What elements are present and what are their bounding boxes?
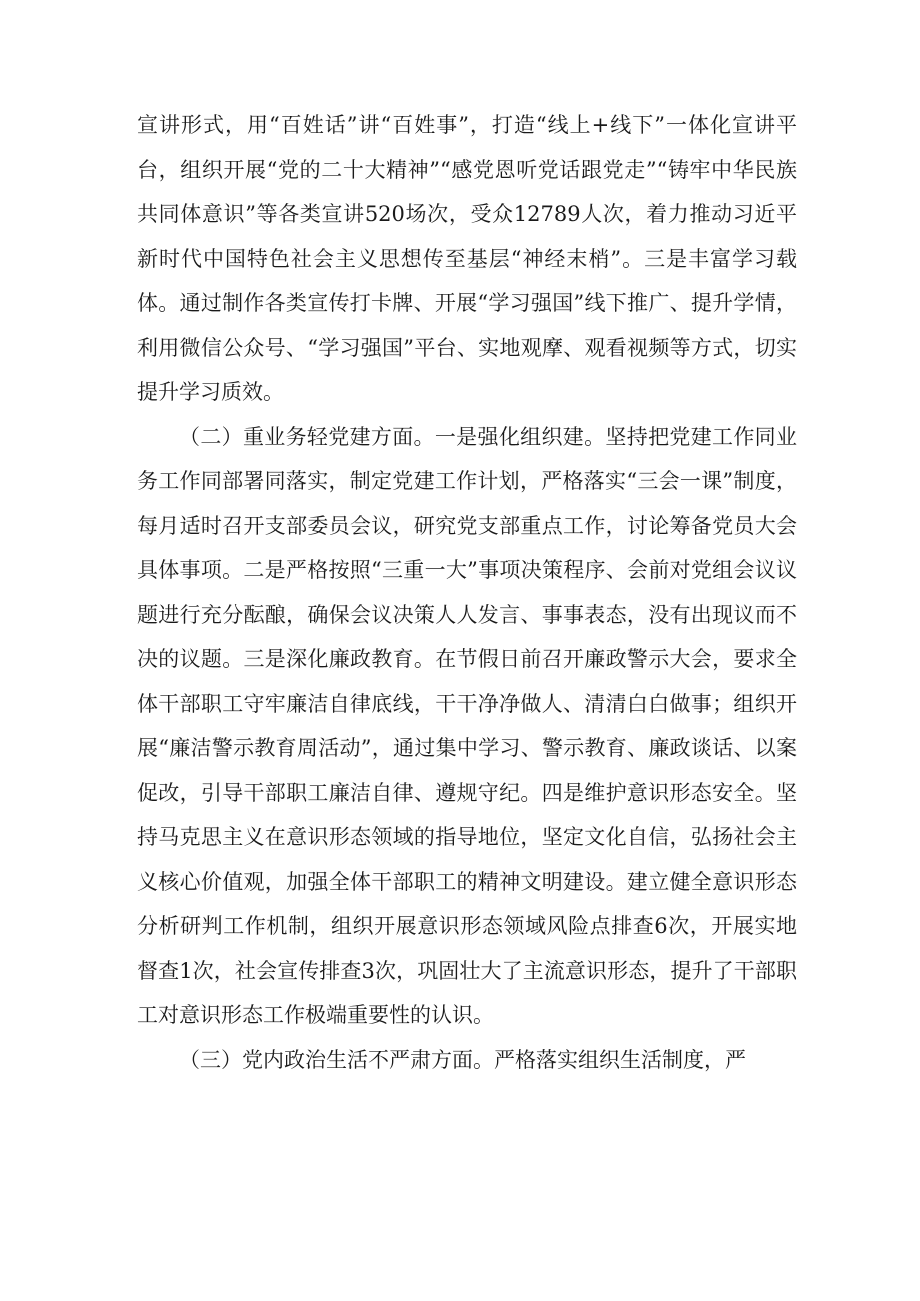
document-body (137, 103, 797, 1082)
paragraph-1: 宣讲形式，用“百姓话”讲“百姓事”，打造“线上+线下”一体化宣讲平台，组织开展“党的二十大精神”“感党恩听党话跟党走”“铸牢中华民族共同体意识”等各类宣讲520场次，受众12789人次，着力推动习近平新时代中国特色社会主义思想传至基层“神经末梢”。三是丰富学习载体。通过制作各类宣传打卡牌、开展“学习强国”线下推广、提升学情，利用微信公众号、“学习强国”平台、实地观摩、观看视频等方式，切实提升学习质效。 (137, 113, 797, 404)
paragraph-3: （三）党内政治生活不严肃方面。严格落实组织生活制度，严 (179, 1047, 746, 1072)
paragraph-2: （二）重业务轻党建方面。一是强化组织建。坚持把党建工作同业务工作同部署同落实，制定党建工作计划，严格落实“三会一课”制度，每月适时召开支部委员会议，研究党支部重点工作，讨论筹备党员大会具体事项。二是严格按照“三重一大”事项决策程序、会前对党组会议议题进行充分酝酿，确保会议决策人人发言、事事表态，没有出现议而不决的议题。三是深化廉政教育。在节假日前召开廉政警示大会，要求全体干部职工守牢廉洁自律底线，干干净净做人、清清白白做事；组织开展“廉洁警示教育周活动”，通过集中学习、警示教育、廉政谈话、以案促改，引导干部职工廉洁自律、遵规守纪。四是维护意识形态安全。坚持马克思主义在意识形态领域的指导地位，坚定文化自信，弘扬社会主义核心价值观，加强全体干部职工的精神文明建设。建立健全意识形态分析研判工作机制，组织开展意识形态领域风险点排查6次，开展实地督查1次，社会宣传排查3次，巩固壮大了主流意识形态，提升了干部职工对意识形态工作极端重要性的认识。 (137, 424, 797, 1027)
